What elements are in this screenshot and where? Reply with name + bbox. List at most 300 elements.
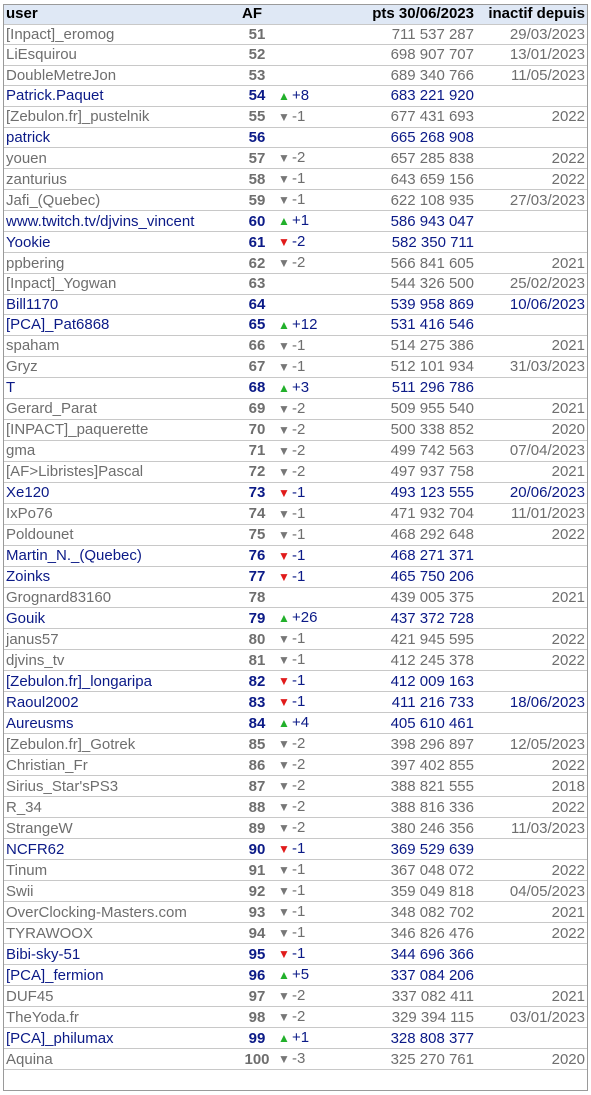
table-row — [3, 713, 588, 734]
points-cell: 369 529 639 — [347, 839, 477, 860]
points-cell: 421 945 595 — [347, 629, 477, 650]
inactive-since-cell: 2022 — [477, 860, 588, 881]
inactive-since-cell — [477, 545, 588, 566]
inactive-since-cell: 2021 — [477, 398, 588, 419]
user-name-cell: Grognard83160 — [3, 587, 239, 607]
af-rank-cell: 67 — [239, 356, 275, 377]
af-rank-cell: 75 — [239, 524, 275, 545]
rank-delta: -2 — [292, 462, 306, 480]
rank-trend-cell — [275, 692, 347, 713]
arrow-down-icon: ▼ — [278, 989, 290, 1004]
af-rank-cell: 84 — [239, 713, 275, 734]
table-header-row — [3, 4, 588, 24]
rank-trend-cell — [275, 629, 347, 650]
af-rank-cell: 68 — [239, 377, 275, 398]
inactive-since-cell — [477, 965, 588, 986]
user-name-cell: StrangeW — [3, 818, 239, 839]
rank-trend-cell — [275, 1049, 347, 1070]
user-name-cell: Gerard_Parat — [3, 398, 239, 419]
arrow-down-icon: ▼ — [278, 884, 290, 899]
rank-trend-cell — [275, 356, 347, 377]
rank-delta: -1 — [292, 525, 306, 543]
inactive-since-cell — [477, 671, 588, 692]
points-cell: 539 958 869 — [347, 294, 477, 314]
points-cell: 468 271 371 — [347, 545, 477, 566]
table-row — [3, 24, 588, 44]
inactive-since-cell — [477, 839, 588, 860]
table-row — [3, 1049, 588, 1070]
user-name-cell: [AF>Libristes]Pascal — [3, 461, 239, 482]
af-rank-cell: 77 — [239, 566, 275, 587]
inactive-since-cell: 2021 — [477, 587, 588, 607]
rank-trend-cell — [275, 986, 347, 1007]
table-row — [3, 1007, 588, 1028]
rank-trend-cell — [275, 566, 347, 587]
rank-delta: -1 — [292, 924, 306, 942]
user-name-cell: Gouik — [3, 608, 239, 629]
af-rank-cell: 82 — [239, 671, 275, 692]
rank-trend-cell — [275, 127, 347, 147]
inactive-since-cell: 03/01/2023 — [477, 1007, 588, 1028]
af-rank-cell: 79 — [239, 608, 275, 629]
points-cell: 509 955 540 — [347, 398, 477, 419]
user-name-cell: djvins_tv — [3, 650, 239, 671]
rank-trend-cell — [275, 734, 347, 755]
points-cell: 465 750 206 — [347, 566, 477, 587]
points-cell: 388 821 555 — [347, 776, 477, 797]
af-rank-cell: 87 — [239, 776, 275, 797]
user-name-cell: zanturius — [3, 169, 239, 190]
rank-delta: -1 — [292, 170, 306, 188]
inactive-since-cell: 11/03/2023 — [477, 818, 588, 839]
rank-trend-cell — [275, 190, 347, 211]
rank-trend-cell — [275, 211, 347, 232]
user-name-cell: Aquina — [3, 1049, 239, 1070]
arrow-down-icon: ▼ — [278, 569, 290, 584]
table-row — [3, 253, 588, 274]
rank-trend-cell — [275, 45, 347, 65]
arrow-down-icon: ▼ — [278, 338, 290, 353]
table-row — [3, 398, 588, 419]
rank-trend-cell — [275, 377, 347, 398]
points-cell: 689 340 766 — [347, 65, 477, 85]
inactive-since-cell: 2022 — [477, 148, 588, 169]
user-name-cell: [PCA]_philumax — [3, 1028, 239, 1049]
arrow-down-icon: ▼ — [278, 947, 290, 962]
af-rank-cell: 99 — [239, 1028, 275, 1049]
inactive-since-cell: 2020 — [477, 419, 588, 440]
rank-delta: -2 — [292, 441, 306, 459]
rank-trend-cell — [275, 944, 347, 965]
table-row — [3, 85, 588, 106]
user-name-cell: Yookie — [3, 232, 239, 253]
arrow-down-icon: ▼ — [278, 758, 290, 773]
rank-trend-cell — [275, 24, 347, 44]
points-cell: 544 326 500 — [347, 274, 477, 294]
rank-trend-cell — [275, 482, 347, 503]
arrow-up-icon: ▲ — [278, 611, 290, 626]
inactive-since-cell — [477, 314, 588, 335]
points-cell: 398 296 897 — [347, 734, 477, 755]
af-rank-cell: 65 — [239, 314, 275, 335]
user-name-cell: [Inpact]_eromog — [3, 24, 239, 44]
points-cell: 337 084 206 — [347, 965, 477, 986]
rank-trend-cell — [275, 274, 347, 294]
points-cell: 497 937 758 — [347, 461, 477, 482]
table-row — [3, 566, 588, 587]
user-name-cell: Jafi_(Quebec) — [3, 190, 239, 211]
af-rank-cell: 53 — [239, 65, 275, 85]
table-row — [3, 1028, 588, 1049]
inactive-since-cell: 2022 — [477, 106, 588, 127]
table-row — [3, 776, 588, 797]
user-name-cell: [Zebulon.fr]_longaripa — [3, 671, 239, 692]
user-name-cell: gma — [3, 440, 239, 461]
ranking-rows — [3, 24, 588, 1069]
rank-trend-cell — [275, 314, 347, 335]
rank-delta: -1 — [292, 651, 306, 669]
rank-delta: -1 — [292, 840, 306, 858]
inactive-since-cell: 2022 — [477, 923, 588, 944]
rank-delta: -1 — [292, 882, 306, 900]
arrow-up-icon: ▲ — [278, 380, 290, 395]
table-row — [3, 986, 588, 1007]
rank-delta: +8 — [292, 86, 310, 104]
af-rank-cell: 78 — [239, 587, 275, 607]
af-rank-cell: 57 — [239, 148, 275, 169]
inactive-since-cell: 2022 — [477, 169, 588, 190]
af-rank-cell: 89 — [239, 818, 275, 839]
arrow-down-icon: ▼ — [278, 401, 290, 416]
points-cell: 468 292 648 — [347, 524, 477, 545]
af-rank-cell: 51 — [239, 24, 275, 44]
af-rank-cell: 55 — [239, 106, 275, 127]
af-rank-cell: 96 — [239, 965, 275, 986]
af-rank-cell: 80 — [239, 629, 275, 650]
af-rank-cell: 86 — [239, 755, 275, 776]
rank-delta: -1 — [292, 672, 306, 690]
table-row — [3, 545, 588, 566]
rank-delta: -1 — [292, 504, 306, 522]
inactive-since-cell: 2021 — [477, 461, 588, 482]
user-name-cell: patrick — [3, 127, 239, 147]
rank-trend-cell — [275, 294, 347, 314]
points-cell: 337 082 411 — [347, 986, 477, 1007]
af-rank-cell: 95 — [239, 944, 275, 965]
user-name-cell: NCFR62 — [3, 839, 239, 860]
table-row — [3, 482, 588, 503]
points-cell: 380 246 356 — [347, 818, 477, 839]
rank-trend-cell — [275, 545, 347, 566]
table-row — [3, 524, 588, 545]
points-cell: 698 907 707 — [347, 45, 477, 65]
inactive-since-cell: 11/05/2023 — [477, 65, 588, 85]
arrow-up-icon: ▲ — [278, 716, 290, 731]
arrow-down-icon: ▼ — [278, 737, 290, 752]
arrow-down-icon: ▼ — [278, 235, 290, 250]
af-rank-cell: 74 — [239, 503, 275, 524]
rank-delta: +3 — [292, 378, 310, 396]
inactive-since-cell: 2021 — [477, 902, 588, 923]
table-row — [3, 148, 588, 169]
table-row — [3, 356, 588, 377]
rank-trend-cell — [275, 755, 347, 776]
user-name-cell: [Zebulon.fr]_pustelnik — [3, 106, 239, 127]
points-cell: 657 285 838 — [347, 148, 477, 169]
user-name-cell: [PCA]_fermion — [3, 965, 239, 986]
inactive-since-cell: 2021 — [477, 335, 588, 356]
ranking-table — [3, 4, 588, 1070]
rank-trend-cell — [275, 713, 347, 734]
rank-delta: -2 — [292, 777, 306, 795]
rank-trend-cell — [275, 923, 347, 944]
rank-trend-cell — [275, 776, 347, 797]
points-cell: 325 270 761 — [347, 1049, 477, 1070]
af-rank-cell: 72 — [239, 461, 275, 482]
rank-trend-cell — [275, 85, 347, 106]
table-row — [3, 127, 588, 147]
points-cell: 439 005 375 — [347, 587, 477, 607]
inactive-since-cell: 31/03/2023 — [477, 356, 588, 377]
table-row — [3, 294, 588, 314]
af-rank-cell: 92 — [239, 881, 275, 902]
user-name-cell: R_34 — [3, 797, 239, 818]
inactive-since-cell: 2022 — [477, 797, 588, 818]
inactive-since-cell — [477, 713, 588, 734]
rank-trend-cell — [275, 965, 347, 986]
user-name-cell: Christian_Fr — [3, 755, 239, 776]
points-cell: 397 402 855 — [347, 755, 477, 776]
table-row — [3, 734, 588, 755]
points-cell: 500 338 852 — [347, 419, 477, 440]
af-rank-cell: 56 — [239, 127, 275, 147]
inactive-since-cell: 2018 — [477, 776, 588, 797]
arrow-down-icon: ▼ — [278, 653, 290, 668]
af-rank-cell: 64 — [239, 294, 275, 314]
user-name-cell: youen — [3, 148, 239, 169]
inactive-since-cell: 2021 — [477, 986, 588, 1007]
rank-trend-cell — [275, 461, 347, 482]
arrow-down-icon: ▼ — [278, 863, 290, 878]
table-row — [3, 232, 588, 253]
rank-delta: -2 — [292, 819, 306, 837]
rank-delta: +5 — [292, 966, 310, 984]
rank-delta: -1 — [292, 191, 306, 209]
points-cell: 328 808 377 — [347, 1028, 477, 1049]
user-name-cell: janus57 — [3, 629, 239, 650]
points-cell: 412 245 378 — [347, 650, 477, 671]
table-row — [3, 377, 588, 398]
column-header-af: AF — [239, 4, 347, 24]
rank-delta: -2 — [292, 149, 306, 167]
user-name-cell: Sirius_Star'sPS3 — [3, 776, 239, 797]
table-row — [3, 902, 588, 923]
inactive-since-cell: 2022 — [477, 524, 588, 545]
af-rank-cell: 69 — [239, 398, 275, 419]
af-rank-cell: 70 — [239, 419, 275, 440]
rank-delta: -2 — [292, 420, 306, 438]
rank-delta: -1 — [292, 945, 306, 963]
rank-delta: -1 — [292, 546, 306, 564]
inactive-since-cell: 2022 — [477, 755, 588, 776]
rank-delta: -1 — [292, 336, 306, 354]
arrow-up-icon: ▲ — [278, 317, 290, 332]
inactive-since-cell: 04/05/2023 — [477, 881, 588, 902]
rank-trend-cell — [275, 1028, 347, 1049]
table-row — [3, 671, 588, 692]
inactive-since-cell: 12/05/2023 — [477, 734, 588, 755]
arrow-down-icon: ▼ — [278, 1052, 290, 1067]
column-header-points: pts 30/06/2023 — [347, 4, 477, 24]
user-name-cell: Zoinks — [3, 566, 239, 587]
af-rank-cell: 59 — [239, 190, 275, 211]
rank-delta: -2 — [292, 399, 306, 417]
inactive-since-cell: 29/03/2023 — [477, 24, 588, 44]
points-cell: 411 216 733 — [347, 692, 477, 713]
table-row — [3, 608, 588, 629]
arrow-down-icon: ▼ — [278, 172, 290, 187]
arrow-down-icon: ▼ — [278, 109, 290, 124]
arrow-down-icon: ▼ — [278, 548, 290, 563]
rank-delta: -1 — [292, 483, 306, 501]
table-row — [3, 839, 588, 860]
rank-delta: -2 — [292, 798, 306, 816]
inactive-since-cell: 25/02/2023 — [477, 274, 588, 294]
rank-trend-cell — [275, 860, 347, 881]
column-header-user: user — [3, 4, 239, 24]
table-row — [3, 440, 588, 461]
user-name-cell: IxPo76 — [3, 503, 239, 524]
table-row — [3, 965, 588, 986]
arrow-up-icon: ▲ — [278, 88, 290, 103]
rank-trend-cell — [275, 65, 347, 85]
points-cell: 367 048 072 — [347, 860, 477, 881]
arrow-down-icon: ▼ — [278, 193, 290, 208]
inactive-since-cell: 18/06/2023 — [477, 692, 588, 713]
user-name-cell: OverClocking-Masters.com — [3, 902, 239, 923]
inactive-since-cell — [477, 944, 588, 965]
user-name-cell: Poldounet — [3, 524, 239, 545]
column-header-inactive-since: inactif depuis — [477, 4, 588, 24]
user-name-cell: Swii — [3, 881, 239, 902]
arrow-down-icon: ▼ — [278, 359, 290, 374]
table-row — [3, 650, 588, 671]
points-cell: 412 009 163 — [347, 671, 477, 692]
user-name-cell: Tinum — [3, 860, 239, 881]
user-name-cell: T — [3, 377, 239, 398]
af-rank-cell: 93 — [239, 902, 275, 923]
af-rank-cell: 54 — [239, 85, 275, 106]
table-row — [3, 169, 588, 190]
user-name-cell: DoubleMetreJon — [3, 65, 239, 85]
points-cell: 711 537 287 — [347, 24, 477, 44]
points-cell: 531 416 546 — [347, 314, 477, 335]
rank-trend-cell — [275, 608, 347, 629]
rank-delta: -1 — [292, 630, 306, 648]
rank-trend-cell — [275, 671, 347, 692]
inactive-since-cell: 11/01/2023 — [477, 503, 588, 524]
table-row — [3, 692, 588, 713]
inactive-since-cell — [477, 127, 588, 147]
user-name-cell: Patrick.Paquet — [3, 85, 239, 106]
af-rank-cell: 62 — [239, 253, 275, 274]
points-cell: 346 826 476 — [347, 923, 477, 944]
arrow-down-icon: ▼ — [278, 527, 290, 542]
user-name-cell: TYRAWOOX — [3, 923, 239, 944]
points-cell: 665 268 908 — [347, 127, 477, 147]
af-rank-cell: 100 — [239, 1049, 275, 1070]
rank-trend-cell — [275, 503, 347, 524]
table-row — [3, 944, 588, 965]
inactive-since-cell: 20/06/2023 — [477, 482, 588, 503]
points-cell: 677 431 693 — [347, 106, 477, 127]
arrow-down-icon: ▼ — [278, 443, 290, 458]
rank-delta: -1 — [292, 861, 306, 879]
user-name-cell: [INPACT]_paquerette — [3, 419, 239, 440]
user-name-cell: TheYoda.fr — [3, 1007, 239, 1028]
points-cell: 511 296 786 — [347, 377, 477, 398]
af-rank-cell: 60 — [239, 211, 275, 232]
af-rank-cell: 94 — [239, 923, 275, 944]
rank-trend-cell — [275, 881, 347, 902]
af-rank-cell: 97 — [239, 986, 275, 1007]
rank-delta: +26 — [292, 609, 318, 627]
af-rank-cell: 91 — [239, 860, 275, 881]
arrow-down-icon: ▼ — [278, 905, 290, 920]
rank-trend-cell — [275, 440, 347, 461]
inactive-since-cell: 10/06/2023 — [477, 294, 588, 314]
arrow-down-icon: ▼ — [278, 674, 290, 689]
inactive-since-cell: 07/04/2023 — [477, 440, 588, 461]
rank-trend-cell — [275, 818, 347, 839]
rank-trend-cell — [275, 1007, 347, 1028]
inactive-since-cell — [477, 211, 588, 232]
af-rank-cell: 83 — [239, 692, 275, 713]
points-cell: 643 659 156 — [347, 169, 477, 190]
rank-delta: -2 — [292, 254, 306, 272]
points-cell: 405 610 461 — [347, 713, 477, 734]
inactive-since-cell — [477, 85, 588, 106]
table-row — [3, 503, 588, 524]
user-name-cell: Gryz — [3, 356, 239, 377]
arrow-down-icon: ▼ — [278, 632, 290, 647]
rank-trend-cell — [275, 398, 347, 419]
rank-delta: -2 — [292, 735, 306, 753]
rank-delta: -1 — [292, 107, 306, 125]
user-name-cell: www.twitch.tv/djvins_vincent — [3, 211, 239, 232]
points-cell: 344 696 366 — [347, 944, 477, 965]
arrow-down-icon: ▼ — [278, 821, 290, 836]
arrow-down-icon: ▼ — [278, 695, 290, 710]
user-name-cell: [Zebulon.fr]_Gotrek — [3, 734, 239, 755]
rank-trend-cell — [275, 232, 347, 253]
rank-delta: +4 — [292, 714, 310, 732]
user-name-cell: [PCA]_Pat6868 — [3, 314, 239, 335]
inactive-since-cell: 2022 — [477, 650, 588, 671]
points-cell: 359 049 818 — [347, 881, 477, 902]
rank-delta: +12 — [292, 315, 318, 333]
rank-trend-cell — [275, 253, 347, 274]
user-name-cell: Aureusms — [3, 713, 239, 734]
points-cell: 493 123 555 — [347, 482, 477, 503]
inactive-since-cell: 13/01/2023 — [477, 45, 588, 65]
table-row — [3, 818, 588, 839]
rank-delta: -2 — [292, 1008, 306, 1026]
af-rank-cell: 58 — [239, 169, 275, 190]
arrow-down-icon: ▼ — [278, 422, 290, 437]
table-row — [3, 190, 588, 211]
table-row — [3, 461, 588, 482]
